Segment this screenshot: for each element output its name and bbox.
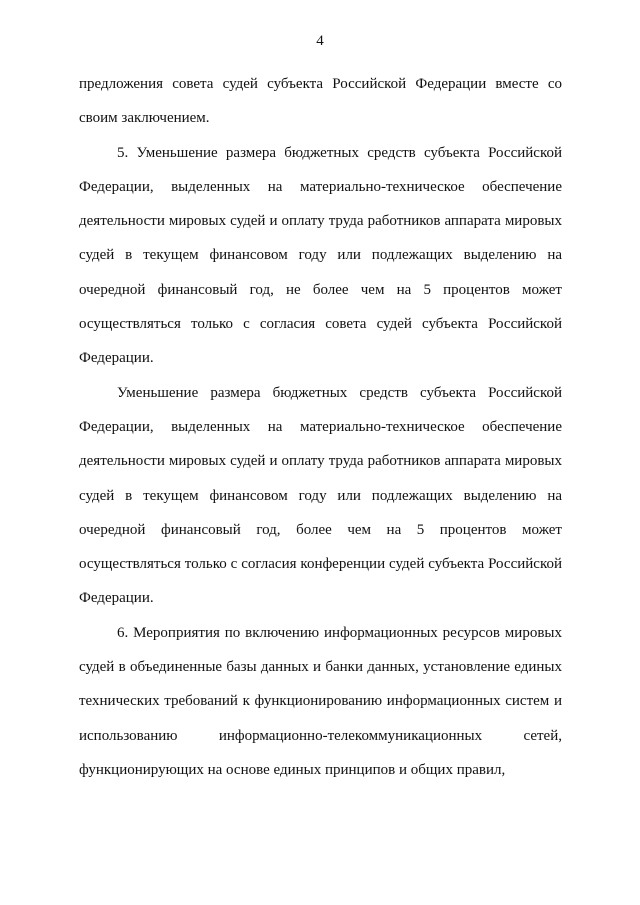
document-body — [79, 67, 562, 787]
paragraph-item-5: 5. Уменьшение размера бюджетных средств субъекта Российской Федерации, выделенных на материально-техническое обеспечение деятельности мировых судей и оплату труда работников аппарата мировых судей в текущем финансовом году или подлежащих выделению на очередной финансовый год, не более чем на 5 процентов может осуществляться только с согласия совета судей субъекта Российской Федерации. — [79, 144, 562, 367]
page-number: 4 — [316, 33, 324, 49]
paragraph-item-6: 6. Мероприятия по включению информационных ресурсов мировых судей в объединенные базы данных и банки данных, установление единых технических требований к функционированию информационных систем и использованию информационно-телекоммуникационных сетей, функционирующих на основе единых принципов и общих правил, — [79, 624, 562, 778]
paragraph-continuation: предложения совета судей субъекта Российской Федерации вместе со своим заключением. — [79, 76, 562, 127]
paragraph-reduction-over-5-percent: Уменьшение размера бюджетных средств субъекта Российской Федерации, выделенных на материально-техническое обеспечение деятельности мировых судей и оплату труда работников аппарата мировых судей в текущем финансовом году или подлежащих выделению на очередной финансовый год, более чем на 5 процентов может осуществляться только с согласия конференции судей субъекта Российской Федерации. — [79, 384, 562, 607]
